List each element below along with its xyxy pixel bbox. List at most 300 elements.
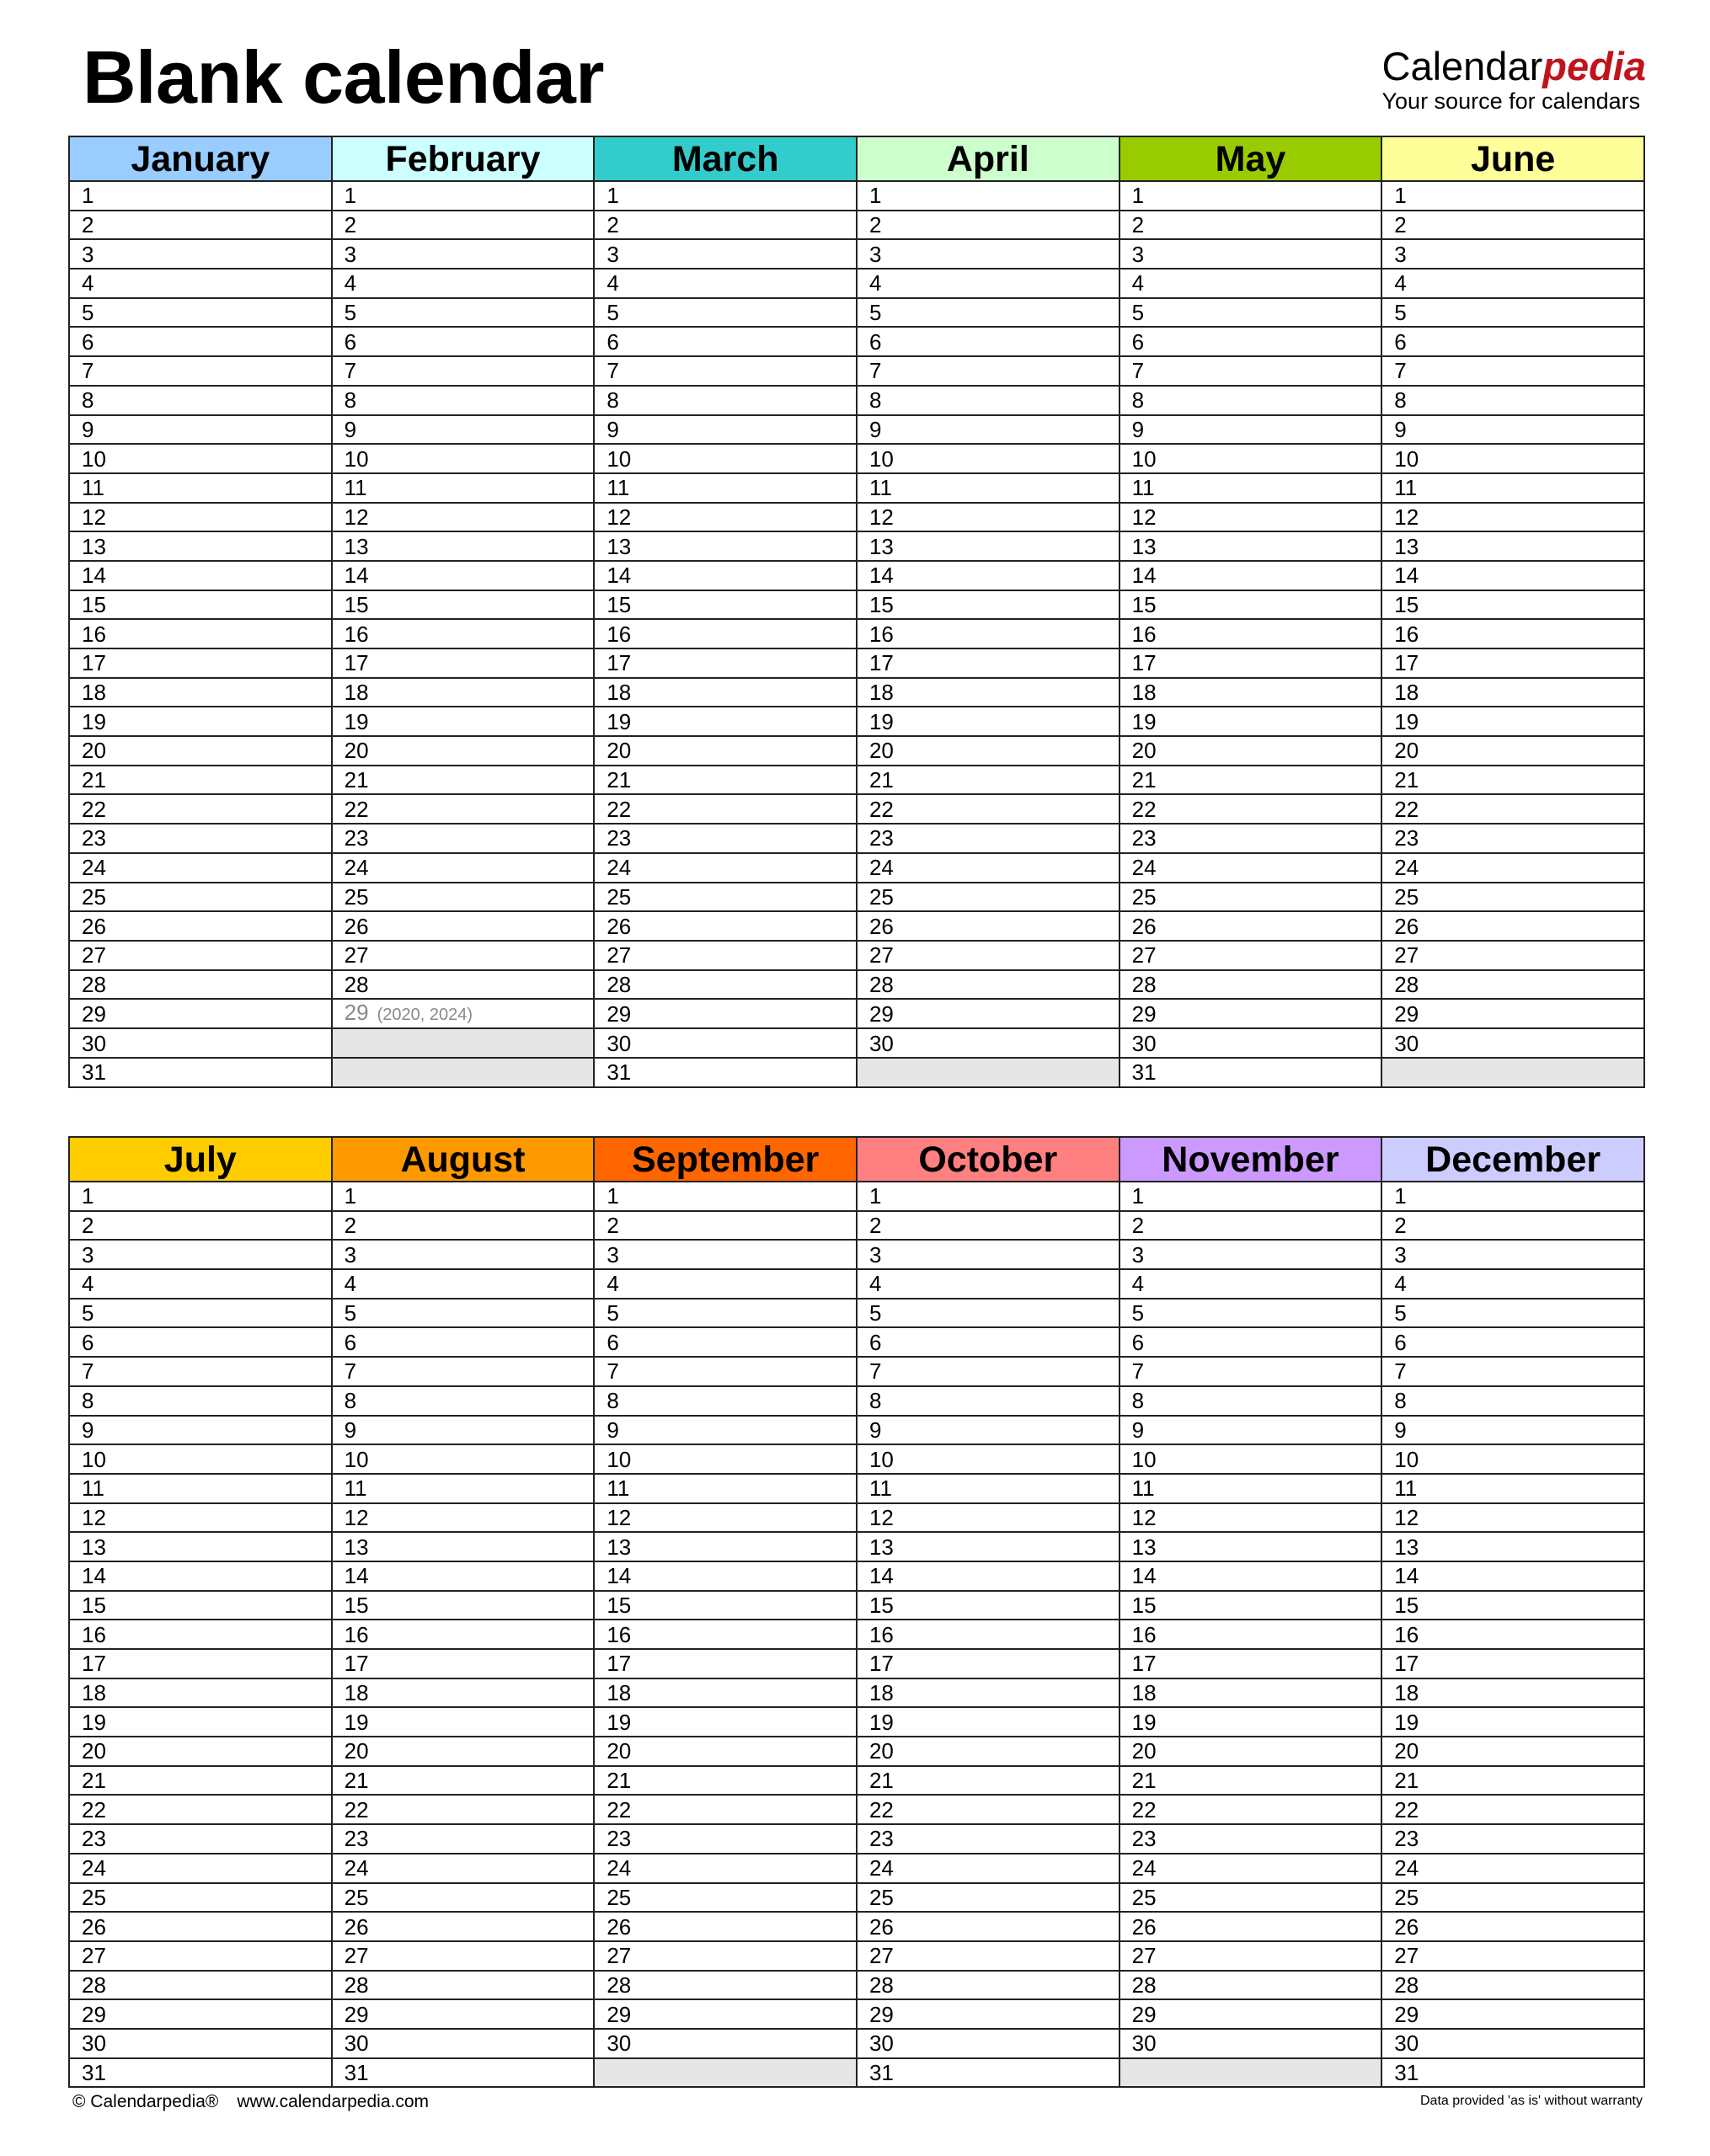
day-cell[interactable]: 18 bbox=[332, 1678, 595, 1708]
day-cell[interactable]: 4 bbox=[332, 269, 595, 298]
day-cell[interactable]: 7 bbox=[857, 1357, 1120, 1386]
day-cell[interactable]: 10 bbox=[594, 1444, 857, 1474]
day-cell[interactable]: 23 bbox=[1120, 1824, 1382, 1854]
day-cell[interactable]: 18 bbox=[69, 678, 332, 707]
day-cell[interactable]: 8 bbox=[1120, 1386, 1382, 1416]
day-cell[interactable]: 7 bbox=[332, 1357, 595, 1386]
day-cell[interactable]: 28 bbox=[594, 970, 857, 1000]
day-cell[interactable]: 17 bbox=[69, 1649, 332, 1678]
day-cell[interactable]: 2 bbox=[1120, 211, 1382, 240]
day-cell[interactable]: 31 bbox=[69, 2058, 332, 2088]
day-cell[interactable]: 9 bbox=[332, 415, 595, 445]
day-cell[interactable]: 6 bbox=[69, 1327, 332, 1357]
day-cell[interactable]: 13 bbox=[857, 531, 1120, 561]
day-cell[interactable]: 6 bbox=[1120, 327, 1382, 356]
day-cell[interactable]: 1 bbox=[857, 1182, 1120, 1211]
day-cell[interactable]: 12 bbox=[332, 503, 595, 532]
day-cell[interactable]: 22 bbox=[69, 794, 332, 824]
day-cell[interactable]: 15 bbox=[594, 1591, 857, 1620]
day-cell[interactable]: 6 bbox=[332, 327, 595, 356]
day-cell[interactable]: 6 bbox=[857, 327, 1120, 356]
day-cell[interactable]: 8 bbox=[332, 386, 595, 415]
footer-url[interactable]: www.calendarpedia.com bbox=[237, 2092, 430, 2111]
day-cell[interactable]: 26 bbox=[1120, 911, 1382, 941]
day-cell[interactable]: 3 bbox=[332, 239, 595, 269]
day-cell[interactable]: 19 bbox=[1381, 707, 1644, 736]
day-cell[interactable]: 30 bbox=[69, 2029, 332, 2058]
day-cell[interactable]: 10 bbox=[332, 444, 595, 473]
day-cell[interactable]: 17 bbox=[857, 1649, 1120, 1678]
day-cell[interactable]: 10 bbox=[857, 1444, 1120, 1474]
day-cell[interactable]: 25 bbox=[1381, 1883, 1644, 1913]
day-cell[interactable]: 14 bbox=[69, 561, 332, 590]
day-cell[interactable]: 11 bbox=[69, 473, 332, 503]
day-cell[interactable]: 7 bbox=[69, 1357, 332, 1386]
day-cell[interactable]: 29 bbox=[1120, 999, 1382, 1028]
day-cell[interactable]: 31 bbox=[332, 2058, 595, 2088]
day-cell[interactable]: 20 bbox=[332, 736, 595, 766]
day-cell[interactable]: 19 bbox=[69, 1707, 332, 1737]
day-cell[interactable]: 8 bbox=[594, 1386, 857, 1416]
day-cell[interactable]: 16 bbox=[332, 1620, 595, 1649]
day-cell[interactable]: 8 bbox=[69, 386, 332, 415]
day-cell[interactable]: 17 bbox=[1381, 648, 1644, 678]
day-cell[interactable]: 6 bbox=[857, 1327, 1120, 1357]
day-cell[interactable]: 25 bbox=[594, 1883, 857, 1913]
day-cell[interactable]: 23 bbox=[594, 824, 857, 853]
day-cell[interactable]: 24 bbox=[332, 853, 595, 883]
day-cell[interactable]: 3 bbox=[594, 1240, 857, 1269]
day-cell[interactable]: 5 bbox=[857, 1299, 1120, 1328]
day-cell[interactable]: 13 bbox=[332, 531, 595, 561]
day-cell[interactable]: 5 bbox=[332, 298, 595, 328]
day-cell[interactable]: 23 bbox=[69, 1824, 332, 1854]
day-cell[interactable]: 21 bbox=[69, 1766, 332, 1796]
day-cell[interactable]: 15 bbox=[594, 590, 857, 620]
day-cell[interactable]: 24 bbox=[1381, 853, 1644, 883]
day-cell[interactable]: 18 bbox=[69, 1678, 332, 1708]
day-cell[interactable]: 31 bbox=[69, 1058, 332, 1087]
day-cell[interactable]: 25 bbox=[332, 883, 595, 912]
day-cell[interactable]: 9 bbox=[857, 415, 1120, 445]
day-cell[interactable]: 2 bbox=[1120, 1211, 1382, 1241]
day-cell[interactable]: 28 bbox=[69, 970, 332, 1000]
day-cell[interactable]: 9 bbox=[1381, 1416, 1644, 1445]
day-cell[interactable]: 16 bbox=[1381, 1620, 1644, 1649]
day-cell[interactable]: 26 bbox=[332, 1912, 595, 1941]
day-cell[interactable]: 12 bbox=[594, 503, 857, 532]
day-cell[interactable]: 1 bbox=[1381, 1182, 1644, 1211]
day-cell[interactable]: 4 bbox=[594, 269, 857, 298]
day-cell[interactable]: 15 bbox=[332, 590, 595, 620]
day-cell[interactable]: 31 bbox=[594, 1058, 857, 1087]
day-cell[interactable]: 16 bbox=[69, 619, 332, 648]
day-cell[interactable]: 20 bbox=[1120, 1737, 1382, 1766]
day-cell[interactable]: 14 bbox=[1120, 561, 1382, 590]
day-cell[interactable]: 12 bbox=[1381, 503, 1644, 532]
day-cell[interactable]: 20 bbox=[69, 736, 332, 766]
day-cell[interactable]: 12 bbox=[69, 503, 332, 532]
day-cell[interactable]: 29 bbox=[1381, 999, 1644, 1028]
day-cell[interactable]: 1 bbox=[594, 1182, 857, 1211]
day-cell[interactable]: 16 bbox=[1120, 1620, 1382, 1649]
day-cell[interactable]: 14 bbox=[594, 561, 857, 590]
day-cell[interactable]: 15 bbox=[1120, 1591, 1382, 1620]
day-cell[interactable]: 24 bbox=[594, 853, 857, 883]
day-cell[interactable]: 25 bbox=[332, 1883, 595, 1913]
day-cell[interactable]: 12 bbox=[857, 1503, 1120, 1533]
day-cell[interactable]: 4 bbox=[1120, 1269, 1382, 1299]
day-cell[interactable]: 7 bbox=[1120, 1357, 1382, 1386]
day-cell[interactable]: 30 bbox=[857, 1028, 1120, 1058]
day-cell[interactable]: 6 bbox=[594, 1327, 857, 1357]
day-cell[interactable]: 18 bbox=[1381, 678, 1644, 707]
day-cell[interactable]: 24 bbox=[1120, 853, 1382, 883]
day-cell[interactable]: 9 bbox=[332, 1416, 595, 1445]
day-cell[interactable]: 27 bbox=[1381, 941, 1644, 970]
day-cell[interactable]: 10 bbox=[1120, 1444, 1382, 1474]
day-cell[interactable]: 31 bbox=[1381, 2058, 1644, 2088]
day-cell[interactable]: 30 bbox=[1381, 2029, 1644, 2058]
day-cell[interactable]: 21 bbox=[332, 766, 595, 795]
day-cell[interactable]: 3 bbox=[1381, 239, 1644, 269]
day-cell[interactable]: 3 bbox=[69, 1240, 332, 1269]
day-cell[interactable]: 30 bbox=[594, 2029, 857, 2058]
day-cell[interactable]: 17 bbox=[594, 1649, 857, 1678]
day-cell[interactable]: 17 bbox=[857, 648, 1120, 678]
day-cell[interactable]: 19 bbox=[1120, 1707, 1382, 1737]
day-cell[interactable]: 21 bbox=[1381, 766, 1644, 795]
day-cell[interactable]: 19 bbox=[1120, 707, 1382, 736]
day-cell[interactable]: 19 bbox=[594, 707, 857, 736]
day-cell[interactable]: 29 bbox=[69, 999, 332, 1028]
day-cell[interactable]: 13 bbox=[69, 531, 332, 561]
day-cell[interactable]: 21 bbox=[857, 1766, 1120, 1796]
day-cell[interactable]: 26 bbox=[1381, 911, 1644, 941]
day-cell[interactable]: 18 bbox=[1381, 1678, 1644, 1708]
day-cell[interactable]: 7 bbox=[1381, 1357, 1644, 1386]
day-cell[interactable]: 11 bbox=[1381, 473, 1644, 503]
day-cell[interactable]: 21 bbox=[594, 766, 857, 795]
day-cell[interactable]: 5 bbox=[594, 298, 857, 328]
day-cell[interactable]: 22 bbox=[1381, 1795, 1644, 1824]
day-cell[interactable]: 4 bbox=[1381, 269, 1644, 298]
day-cell[interactable]: 27 bbox=[1120, 1941, 1382, 1971]
day-cell[interactable]: 2 bbox=[594, 211, 857, 240]
day-cell[interactable]: 28 bbox=[1381, 970, 1644, 1000]
day-cell[interactable]: 29 bbox=[1381, 1999, 1644, 2029]
day-cell[interactable]: 9 bbox=[69, 1416, 332, 1445]
day-cell[interactable]: 13 bbox=[1381, 1532, 1644, 1561]
day-cell[interactable]: 21 bbox=[857, 766, 1120, 795]
day-cell[interactable]: 2 bbox=[332, 211, 595, 240]
day-cell[interactable]: 25 bbox=[857, 1883, 1120, 1913]
day-cell[interactable]: 14 bbox=[857, 561, 1120, 590]
day-cell[interactable]: 11 bbox=[1381, 1474, 1644, 1503]
day-cell[interactable]: 3 bbox=[1381, 1240, 1644, 1269]
day-cell[interactable]: 25 bbox=[1120, 1883, 1382, 1913]
day-cell[interactable]: 20 bbox=[69, 1737, 332, 1766]
day-cell[interactable]: 27 bbox=[332, 1941, 595, 1971]
day-cell[interactable]: 31 bbox=[1120, 1058, 1382, 1087]
day-cell[interactable]: 1 bbox=[69, 1182, 332, 1211]
day-cell[interactable]: 28 bbox=[1120, 1971, 1382, 2000]
day-cell[interactable]: 10 bbox=[332, 1444, 595, 1474]
day-cell[interactable]: 15 bbox=[857, 590, 1120, 620]
day-cell[interactable]: 11 bbox=[594, 1474, 857, 1503]
day-cell[interactable]: 9 bbox=[69, 415, 332, 445]
day-cell[interactable]: 14 bbox=[332, 561, 595, 590]
day-cell[interactable]: 24 bbox=[857, 853, 1120, 883]
day-cell[interactable]: 5 bbox=[1381, 298, 1644, 328]
day-cell[interactable]: 18 bbox=[1120, 1678, 1382, 1708]
day-cell[interactable]: 26 bbox=[1381, 1912, 1644, 1941]
day-cell[interactable]: 17 bbox=[1381, 1649, 1644, 1678]
day-cell[interactable]: 23 bbox=[69, 824, 332, 853]
day-cell[interactable]: 20 bbox=[857, 736, 1120, 766]
day-cell[interactable]: 26 bbox=[857, 1912, 1120, 1941]
day-cell[interactable]: 3 bbox=[857, 1240, 1120, 1269]
day-cell[interactable]: 4 bbox=[332, 1269, 595, 1299]
day-cell[interactable]: 7 bbox=[857, 356, 1120, 386]
day-cell[interactable]: 3 bbox=[1120, 239, 1382, 269]
day-cell[interactable]: 17 bbox=[594, 648, 857, 678]
day-cell[interactable]: 12 bbox=[332, 1503, 595, 1533]
day-cell[interactable]: 28 bbox=[857, 970, 1120, 1000]
day-cell[interactable]: 4 bbox=[1381, 1269, 1644, 1299]
day-cell[interactable]: 21 bbox=[1381, 1766, 1644, 1796]
day-cell[interactable]: 26 bbox=[594, 911, 857, 941]
day-cell[interactable]: 7 bbox=[594, 356, 857, 386]
day-cell[interactable]: 21 bbox=[594, 1766, 857, 1796]
day-cell[interactable]: 15 bbox=[857, 1591, 1120, 1620]
day-cell[interactable]: 28 bbox=[1120, 970, 1382, 1000]
day-cell[interactable]: 11 bbox=[1120, 1474, 1382, 1503]
day-cell[interactable]: 31 bbox=[857, 2058, 1120, 2088]
day-cell[interactable]: 21 bbox=[1120, 766, 1382, 795]
day-cell[interactable]: 3 bbox=[1120, 1240, 1382, 1269]
day-cell[interactable]: 11 bbox=[857, 473, 1120, 503]
day-cell[interactable]: 30 bbox=[1120, 2029, 1382, 2058]
day-cell[interactable]: 8 bbox=[1381, 386, 1644, 415]
day-cell[interactable]: 12 bbox=[69, 1503, 332, 1533]
day-cell[interactable]: 9 bbox=[594, 1416, 857, 1445]
day-cell[interactable]: 15 bbox=[332, 1591, 595, 1620]
day-cell[interactable]: 10 bbox=[1381, 444, 1644, 473]
day-cell[interactable]: 20 bbox=[332, 1737, 595, 1766]
day-cell[interactable]: 11 bbox=[332, 473, 595, 503]
day-cell[interactable]: 21 bbox=[332, 1766, 595, 1796]
day-cell[interactable]: 30 bbox=[857, 2029, 1120, 2058]
day-cell[interactable]: 1 bbox=[594, 181, 857, 211]
day-cell[interactable]: 30 bbox=[594, 1028, 857, 1058]
day-cell[interactable]: 2 bbox=[332, 1211, 595, 1241]
day-cell[interactable]: 5 bbox=[1381, 1299, 1644, 1328]
day-cell[interactable]: 26 bbox=[332, 911, 595, 941]
day-cell[interactable]: 17 bbox=[1120, 1649, 1382, 1678]
day-cell[interactable]: 27 bbox=[1120, 941, 1382, 970]
day-cell[interactable]: 3 bbox=[332, 1240, 595, 1269]
day-cell[interactable]: 10 bbox=[1120, 444, 1382, 473]
day-cell[interactable]: 19 bbox=[594, 1707, 857, 1737]
day-cell[interactable]: 27 bbox=[594, 1941, 857, 1971]
day-cell[interactable]: 2 bbox=[69, 1211, 332, 1241]
day-cell[interactable]: 18 bbox=[332, 678, 595, 707]
day-cell[interactable]: 17 bbox=[332, 648, 595, 678]
day-cell[interactable]: 11 bbox=[857, 1474, 1120, 1503]
day-cell[interactable]: 6 bbox=[332, 1327, 595, 1357]
day-cell[interactable]: 10 bbox=[69, 444, 332, 473]
day-cell[interactable]: 13 bbox=[1120, 1532, 1382, 1561]
day-cell[interactable]: 10 bbox=[594, 444, 857, 473]
day-cell[interactable]: 18 bbox=[594, 1678, 857, 1708]
day-cell[interactable]: 2 bbox=[857, 211, 1120, 240]
day-cell[interactable]: 27 bbox=[332, 941, 595, 970]
day-cell[interactable]: 15 bbox=[1381, 590, 1644, 620]
day-cell[interactable]: 5 bbox=[332, 1299, 595, 1328]
day-cell[interactable]: 10 bbox=[69, 1444, 332, 1474]
day-cell[interactable]: 18 bbox=[1120, 678, 1382, 707]
day-cell[interactable]: 7 bbox=[594, 1357, 857, 1386]
day-cell[interactable]: 20 bbox=[594, 1737, 857, 1766]
day-cell[interactable]: 29 bbox=[1120, 1999, 1382, 2029]
day-cell[interactable]: 1 bbox=[332, 181, 595, 211]
day-cell[interactable]: 19 bbox=[1381, 1707, 1644, 1737]
day-cell[interactable]: 27 bbox=[1381, 1941, 1644, 1971]
day-cell[interactable]: 27 bbox=[857, 1941, 1120, 1971]
day-cell[interactable]: 14 bbox=[594, 1561, 857, 1591]
day-cell[interactable]: 17 bbox=[69, 648, 332, 678]
day-cell[interactable]: 29 bbox=[594, 1999, 857, 2029]
day-cell[interactable]: 16 bbox=[594, 619, 857, 648]
day-cell[interactable]: 8 bbox=[1120, 386, 1382, 415]
day-cell[interactable]: 11 bbox=[69, 1474, 332, 1503]
day-cell[interactable]: 26 bbox=[69, 911, 332, 941]
day-cell[interactable]: 12 bbox=[1381, 1503, 1644, 1533]
day-cell[interactable]: 19 bbox=[332, 707, 595, 736]
day-cell[interactable]: 2 bbox=[594, 1211, 857, 1241]
day-cell[interactable]: 13 bbox=[332, 1532, 595, 1561]
day-cell[interactable]: 28 bbox=[1381, 1971, 1644, 2000]
day-cell[interactable]: 11 bbox=[1120, 473, 1382, 503]
day-cell[interactable]: 29 bbox=[69, 1999, 332, 2029]
day-cell[interactable]: 10 bbox=[857, 444, 1120, 473]
day-cell[interactable]: 25 bbox=[1381, 883, 1644, 912]
day-cell[interactable]: 10 bbox=[1381, 1444, 1644, 1474]
day-cell[interactable]: 19 bbox=[332, 1707, 595, 1737]
day-cell[interactable]: 29 bbox=[857, 999, 1120, 1028]
day-cell[interactable]: 1 bbox=[1120, 181, 1382, 211]
day-cell[interactable]: 12 bbox=[594, 1503, 857, 1533]
day-cell[interactable]: 2 bbox=[1381, 211, 1644, 240]
day-cell[interactable]: 9 bbox=[857, 1416, 1120, 1445]
day-cell[interactable]: 4 bbox=[69, 1269, 332, 1299]
day-cell[interactable]: 26 bbox=[594, 1912, 857, 1941]
day-cell[interactable]: 13 bbox=[1381, 531, 1644, 561]
day-cell[interactable]: 25 bbox=[857, 883, 1120, 912]
day-cell[interactable]: 9 bbox=[1120, 1416, 1382, 1445]
day-cell[interactable]: 22 bbox=[1120, 794, 1382, 824]
day-cell[interactable]: 1 bbox=[857, 181, 1120, 211]
day-cell[interactable]: 19 bbox=[857, 707, 1120, 736]
day-cell[interactable]: 7 bbox=[332, 356, 595, 386]
day-cell[interactable]: 22 bbox=[1120, 1795, 1382, 1824]
day-cell[interactable]: 28 bbox=[857, 1971, 1120, 2000]
day-cell[interactable]: 7 bbox=[69, 356, 332, 386]
day-cell[interactable]: 4 bbox=[1120, 269, 1382, 298]
day-cell[interactable]: 30 bbox=[69, 1028, 332, 1058]
day-cell[interactable]: 20 bbox=[1120, 736, 1382, 766]
day-cell[interactable]: 6 bbox=[594, 327, 857, 356]
day-cell[interactable]: 15 bbox=[1381, 1591, 1644, 1620]
day-cell[interactable]: 22 bbox=[857, 794, 1120, 824]
day-cell[interactable]: 11 bbox=[332, 1474, 595, 1503]
day-cell[interactable]: 23 bbox=[332, 1824, 595, 1854]
day-cell[interactable]: 14 bbox=[1120, 1561, 1382, 1591]
day-cell[interactable]: 8 bbox=[857, 386, 1120, 415]
day-cell[interactable]: 20 bbox=[1381, 1737, 1644, 1766]
day-cell[interactable]: 4 bbox=[69, 269, 332, 298]
day-cell[interactable]: 18 bbox=[857, 1678, 1120, 1708]
day-cell[interactable]: 22 bbox=[857, 1795, 1120, 1824]
day-cell[interactable]: 16 bbox=[69, 1620, 332, 1649]
day-cell[interactable]: 1 bbox=[1381, 181, 1644, 211]
day-cell[interactable]: 8 bbox=[594, 386, 857, 415]
day-cell[interactable]: 12 bbox=[1120, 503, 1382, 532]
day-cell[interactable]: 4 bbox=[857, 1269, 1120, 1299]
day-cell[interactable]: 11 bbox=[594, 473, 857, 503]
day-cell[interactable]: 23 bbox=[1381, 1824, 1644, 1854]
day-cell[interactable]: 28 bbox=[69, 1971, 332, 2000]
day-cell[interactable]: 25 bbox=[69, 883, 332, 912]
day-cell[interactable]: 22 bbox=[594, 1795, 857, 1824]
day-cell[interactable]: 1 bbox=[1120, 1182, 1382, 1211]
day-cell[interactable]: 29 bbox=[594, 999, 857, 1028]
day-cell[interactable]: 28 bbox=[332, 1971, 595, 2000]
day-cell[interactable]: 16 bbox=[1120, 619, 1382, 648]
day-cell[interactable]: 5 bbox=[69, 1299, 332, 1328]
day-cell[interactable]: 29 bbox=[332, 1999, 595, 2029]
day-cell[interactable]: 24 bbox=[69, 853, 332, 883]
day-cell[interactable]: 30 bbox=[1381, 1028, 1644, 1058]
day-cell[interactable]: 29 bbox=[857, 1999, 1120, 2029]
day-cell[interactable]: 2 bbox=[1381, 1211, 1644, 1241]
day-cell[interactable]: 26 bbox=[69, 1912, 332, 1941]
day-cell[interactable]: 17 bbox=[1120, 648, 1382, 678]
day-cell[interactable]: 28 bbox=[594, 1971, 857, 2000]
day-cell[interactable]: 24 bbox=[1120, 1854, 1382, 1883]
day-cell[interactable]: 27 bbox=[594, 941, 857, 970]
day-cell[interactable]: 24 bbox=[1381, 1854, 1644, 1883]
day-cell[interactable]: 25 bbox=[1120, 883, 1382, 912]
day-cell[interactable]: 23 bbox=[332, 824, 595, 853]
day-cell[interactable]: 6 bbox=[1381, 327, 1644, 356]
day-cell[interactable]: 20 bbox=[1381, 736, 1644, 766]
day-cell[interactable]: 5 bbox=[1120, 298, 1382, 328]
day-cell[interactable]: 24 bbox=[857, 1854, 1120, 1883]
day-cell[interactable]: 6 bbox=[1120, 1327, 1382, 1357]
day-cell[interactable]: 15 bbox=[69, 1591, 332, 1620]
day-cell[interactable]: 6 bbox=[69, 327, 332, 356]
day-cell[interactable]: 28 bbox=[332, 970, 595, 1000]
day-cell[interactable]: 21 bbox=[69, 766, 332, 795]
day-cell[interactable]: 18 bbox=[857, 678, 1120, 707]
day-cell[interactable]: 21 bbox=[1120, 1766, 1382, 1796]
day-cell[interactable]: 5 bbox=[857, 298, 1120, 328]
day-cell[interactable]: 16 bbox=[857, 1620, 1120, 1649]
day-cell[interactable]: 16 bbox=[332, 619, 595, 648]
day-cell[interactable]: 2 bbox=[69, 211, 332, 240]
